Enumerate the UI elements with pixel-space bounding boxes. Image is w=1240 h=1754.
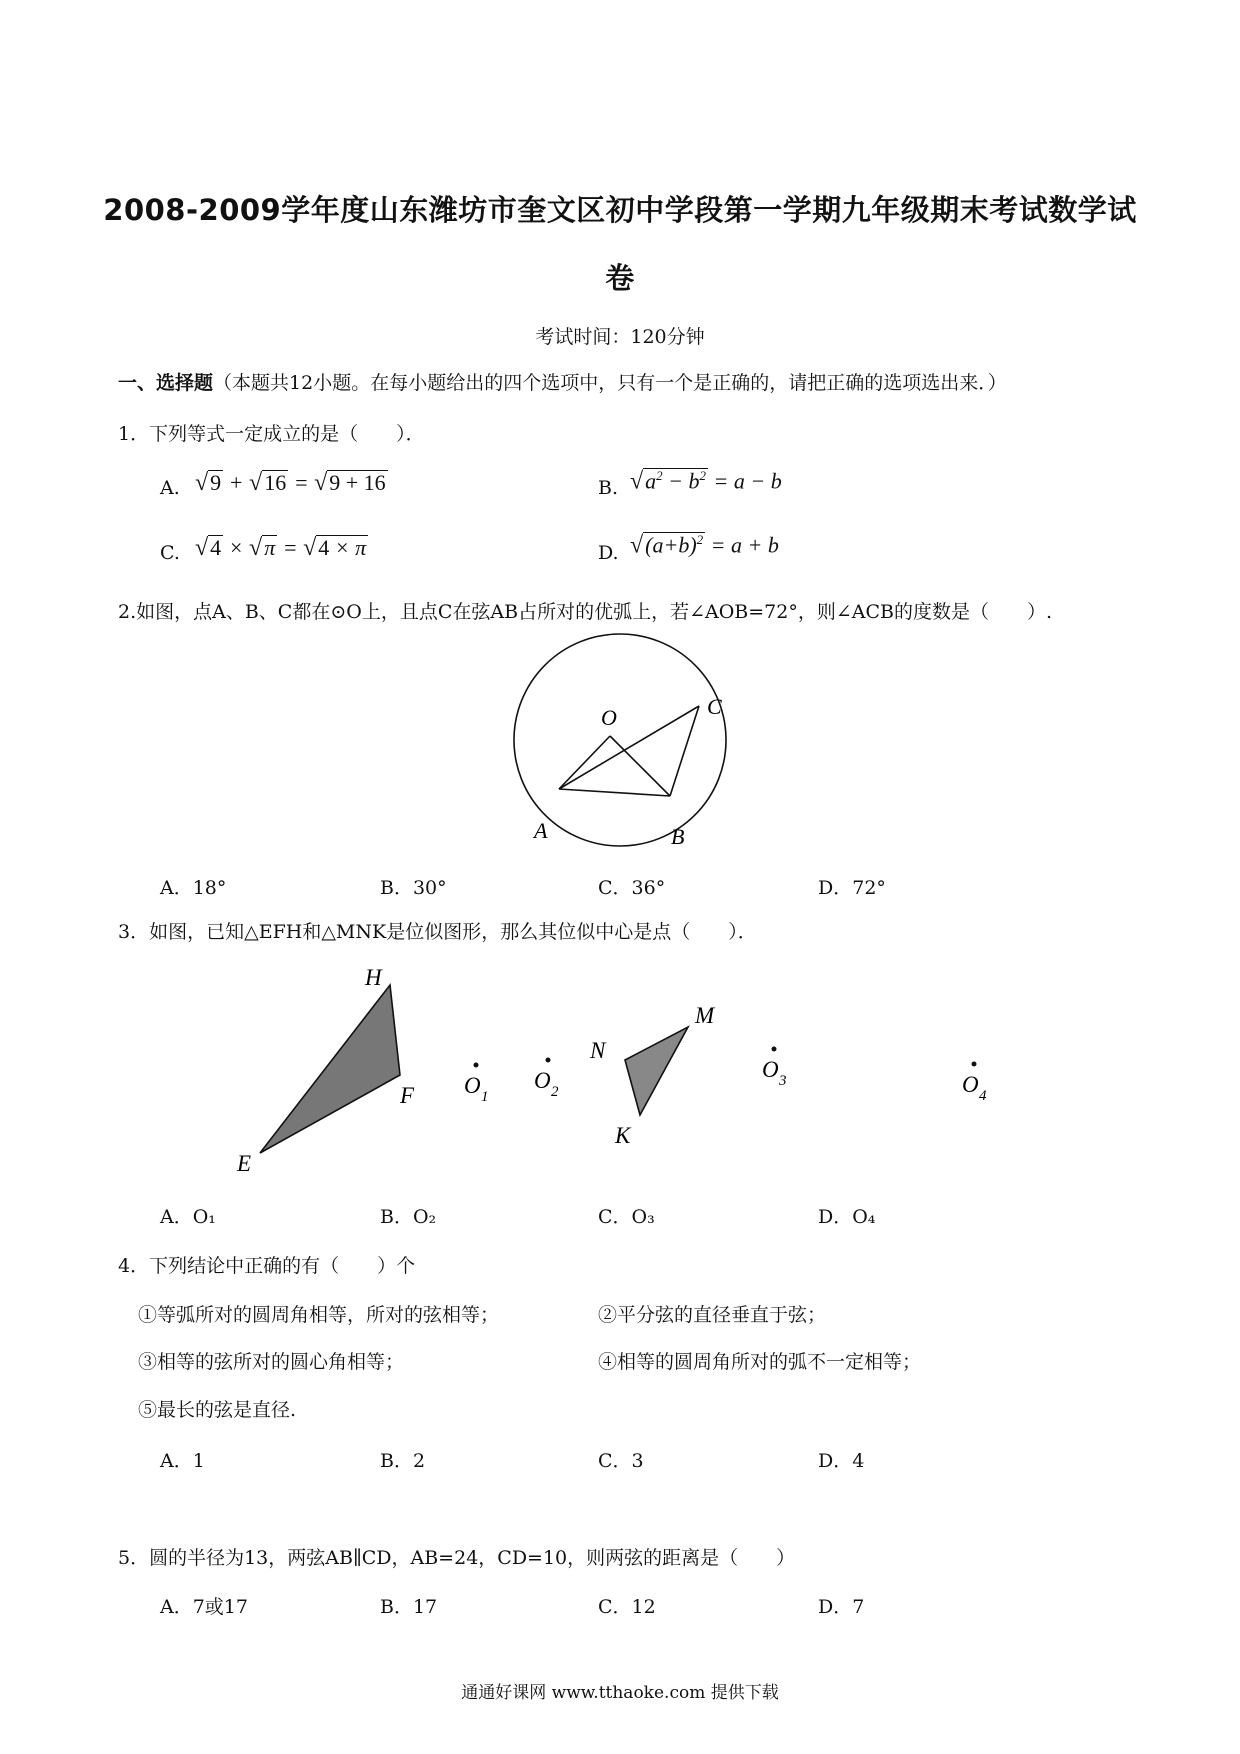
q1-option-a-formula: √9 + √16 = √9 + 16 bbox=[195, 470, 386, 496]
segment-cb bbox=[670, 706, 699, 796]
page-footer: 通通好课网 www.tthaoke.com 提供下载 bbox=[461, 1683, 779, 1703]
point-o2 bbox=[546, 1058, 551, 1063]
label-o3-sub: 3 bbox=[779, 1073, 787, 1089]
label-o4: O bbox=[962, 1072, 979, 1097]
label-o: O bbox=[601, 705, 617, 730]
section-label: 一、选择题 bbox=[118, 372, 214, 394]
q5-option-c: C．12 bbox=[598, 1596, 656, 1618]
q5-option-d: D．7 bbox=[818, 1596, 865, 1618]
label-k: K bbox=[615, 1123, 631, 1148]
q1-option-a-letter: A. bbox=[160, 477, 180, 499]
q4-option-d: D．4 bbox=[818, 1450, 865, 1472]
q4-statement-1: ①等弧所对的圆周角相等，所对的弦相等； bbox=[138, 1304, 500, 1326]
label-o3: O bbox=[762, 1057, 779, 1082]
q1-option-d-letter: D. bbox=[598, 542, 619, 564]
label-o2-sub: 2 bbox=[551, 1084, 559, 1100]
q5-option-b: B．17 bbox=[380, 1596, 438, 1618]
section-heading bbox=[118, 368, 1007, 395]
label-f: F bbox=[400, 1083, 415, 1108]
question-4-stem: 4．下列结论中正确的有（ ）个 bbox=[118, 1255, 416, 1277]
q4-statement-4: ④相等的圆周角所对的弧不一定相等； bbox=[598, 1351, 922, 1373]
exam-time: 考试时间：120分钟 bbox=[535, 326, 705, 348]
question-5-stem: 5．圆的半径为13，两弦AB∥CD，AB=24，CD=10，则两弦的距离是（ ） bbox=[118, 1547, 796, 1569]
label-b: B bbox=[671, 824, 685, 849]
segment-ab bbox=[559, 789, 670, 796]
q3-option-a: A．O₁ bbox=[160, 1206, 216, 1228]
q2-option-c: C．36° bbox=[598, 877, 666, 899]
label-e: E bbox=[237, 1151, 252, 1176]
q1-option-b-formula: $√a^2 - b^2 = a - b$ bbox=[630, 468, 782, 495]
question-2-stem: 2.如图，点A、B、C都在⊙O上，且点C在弦AB占所对的优弧上，若∠AOB=72°，则∠ACB的度数是（ ）. bbox=[118, 601, 1053, 623]
segment-ac bbox=[559, 706, 699, 789]
q4-statement-3: ③相等的弦所对的圆心角相等； bbox=[138, 1351, 405, 1373]
q4-option-c: C．3 bbox=[598, 1450, 644, 1472]
label-o1-sub: 1 bbox=[481, 1089, 489, 1105]
q3-option-d: D．O₄ bbox=[818, 1206, 876, 1228]
triangle-mnk bbox=[625, 1027, 688, 1115]
question-1-stem: 1．下列等式一定成立的是（ ）． bbox=[118, 423, 425, 445]
q2-option-b: B．30° bbox=[380, 877, 447, 899]
label-c: C bbox=[707, 694, 722, 719]
q3-option-c: C．O₃ bbox=[598, 1206, 655, 1228]
question-3-stem: 3．如图，已知△EFH和△MNK是位似图形，那么其位似中心是点（ ）． bbox=[118, 921, 757, 943]
q1-option-c-formula: √4 × √π = √4 × π bbox=[195, 535, 367, 561]
q1-option-c-letter: C. bbox=[160, 542, 180, 564]
label-o2: O bbox=[534, 1068, 551, 1093]
point-o3 bbox=[772, 1047, 777, 1052]
point-o4 bbox=[972, 1062, 977, 1067]
q1-option-d-formula: $√(a+b)^2 = a + b$ bbox=[630, 532, 779, 559]
label-h: H bbox=[365, 965, 382, 990]
q4-option-b: B．2 bbox=[380, 1450, 426, 1472]
q4-statement-5: ⑤最长的弦是直径. bbox=[138, 1399, 297, 1421]
segment-ob bbox=[610, 736, 670, 796]
page-title: 2008-2009学年度山东潍坊市奎文区初中学段第一学期九年级期末考试数学试 bbox=[103, 193, 1137, 227]
q4-statement-2: ②平分弦的直径垂直于弦； bbox=[598, 1304, 827, 1326]
q2-option-a: A．18° bbox=[160, 877, 227, 899]
q3-option-b: B．O₂ bbox=[380, 1206, 437, 1228]
label-m: M bbox=[695, 1003, 715, 1028]
label-a: A bbox=[534, 818, 548, 843]
triangle-efh bbox=[260, 985, 400, 1153]
q1-option-b-letter: B. bbox=[598, 477, 619, 499]
label-o4-sub: 4 bbox=[979, 1088, 987, 1104]
label-n: N bbox=[590, 1038, 606, 1063]
circle-figure bbox=[490, 630, 750, 870]
q5-option-a: A．7或17 bbox=[160, 1596, 248, 1618]
homothety-figure bbox=[220, 965, 1020, 1190]
label-o1: O bbox=[464, 1073, 481, 1098]
q4-option-a: A．1 bbox=[160, 1450, 205, 1472]
section-desc: （本题共12小题。在每小题给出的四个选项中，只有一个是正确的，请把正确的选项选出来．） bbox=[213, 372, 1007, 394]
point-o1 bbox=[474, 1063, 479, 1068]
circle-o bbox=[514, 634, 726, 846]
q2-option-d: D．72° bbox=[818, 877, 886, 899]
page-title-cont: 卷 bbox=[605, 261, 635, 295]
